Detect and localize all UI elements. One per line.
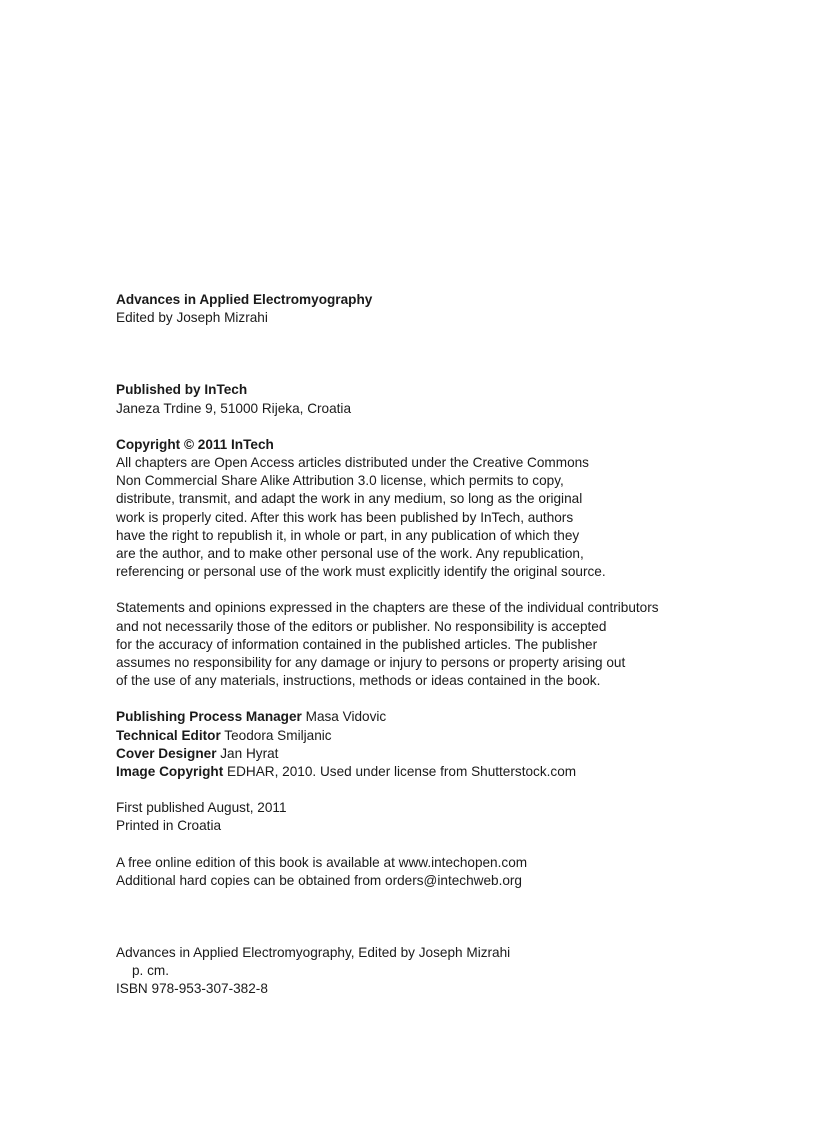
- edited-by: Edited by Joseph Mizrahi: [116, 310, 268, 326]
- book-title: Advances in Applied Electromyography: [116, 292, 373, 307]
- disclaimer-line: Statements and opinions expressed in the chapters are these of the individual contributors: [116, 600, 659, 616]
- cip-pages: p. cm.: [132, 963, 170, 979]
- copyright-line: are the author, and to make other personal use of the work. Any republication,: [116, 546, 584, 562]
- copyright-heading: Copyright © 2011 InTech: [116, 436, 274, 452]
- disclaimer-line: for the accuracy of information contained in the published articles. The publisher: [116, 636, 598, 652]
- credit-publishing-manager: [116, 708, 756, 726]
- copyright-line: All chapters are Open Access articles distributed under the Creative Commons: [116, 455, 589, 471]
- copyright-line: work is properly cited. After this work has been published by InTech, authors: [116, 509, 574, 525]
- credit-value: Teodora Smiljanic: [220, 727, 332, 743]
- disclaimer-block: [116, 599, 756, 690]
- availability-block: [116, 854, 756, 890]
- cip-citation: Advances in Applied Electromyography, Edited by Joseph Mizrahi: [116, 945, 511, 961]
- disclaimer-line: of the use of any materials, instructions, methods or ideas contained in the book.: [116, 673, 601, 689]
- credit-role: Cover Designer: [116, 745, 217, 761]
- credit-image-copyright: [116, 763, 756, 781]
- publisher-heading: Published by InTech: [116, 382, 248, 398]
- credit-role: Publishing Process Manager: [116, 709, 302, 725]
- copyright-line: Non Commercial Share Alike Attribution 3.0 license, which permits to copy,: [116, 473, 564, 489]
- title-block: [116, 291, 756, 327]
- credit-value: Jan Hyrat: [216, 745, 279, 761]
- cip-block: [116, 944, 756, 999]
- copyright-block: [116, 436, 756, 582]
- credit-value: EDHAR, 2010. Used under license from Shutterstock.com: [223, 764, 577, 780]
- credit-role: Technical Editor: [116, 727, 221, 743]
- publisher-address: Janeza Trdine 9, 51000 Rijeka, Croatia: [116, 400, 352, 416]
- online-edition-note: A free online edition of this book is available at www.intechopen.com: [116, 854, 528, 870]
- credit-technical-editor: [116, 727, 756, 745]
- disclaimer-line: assumes no responsibility for any damage or injury to persons or property arising out: [116, 655, 626, 671]
- isbn: ISBN 978-953-307-382-8: [116, 981, 268, 997]
- copyright-line: have the right to republish it, in whole or part, in any publication of which they: [116, 527, 580, 543]
- credit-role: Image Copyright: [116, 764, 224, 780]
- printed-in: Printed in Croatia: [116, 818, 222, 834]
- copyright-line: referencing or personal use of the work must explicitly identify the original source.: [116, 564, 606, 580]
- publication-block: [116, 799, 756, 835]
- disclaimer-line: and not necessarily those of the editors or publisher. No responsibility is accepted: [116, 618, 607, 634]
- hard-copies-note: Additional hard copies can be obtained from orders@intechweb.org: [116, 872, 522, 888]
- credit-cover-designer: [116, 745, 756, 763]
- copyright-line: distribute, transmit, and adapt the work in any medium, so long as the original: [116, 491, 583, 507]
- publisher-block: [116, 381, 756, 417]
- first-published: First published August, 2011: [116, 800, 287, 816]
- credits-block: [116, 708, 756, 781]
- credit-value: Masa Vidovic: [301, 709, 387, 725]
- copyright-page: [116, 291, 756, 999]
